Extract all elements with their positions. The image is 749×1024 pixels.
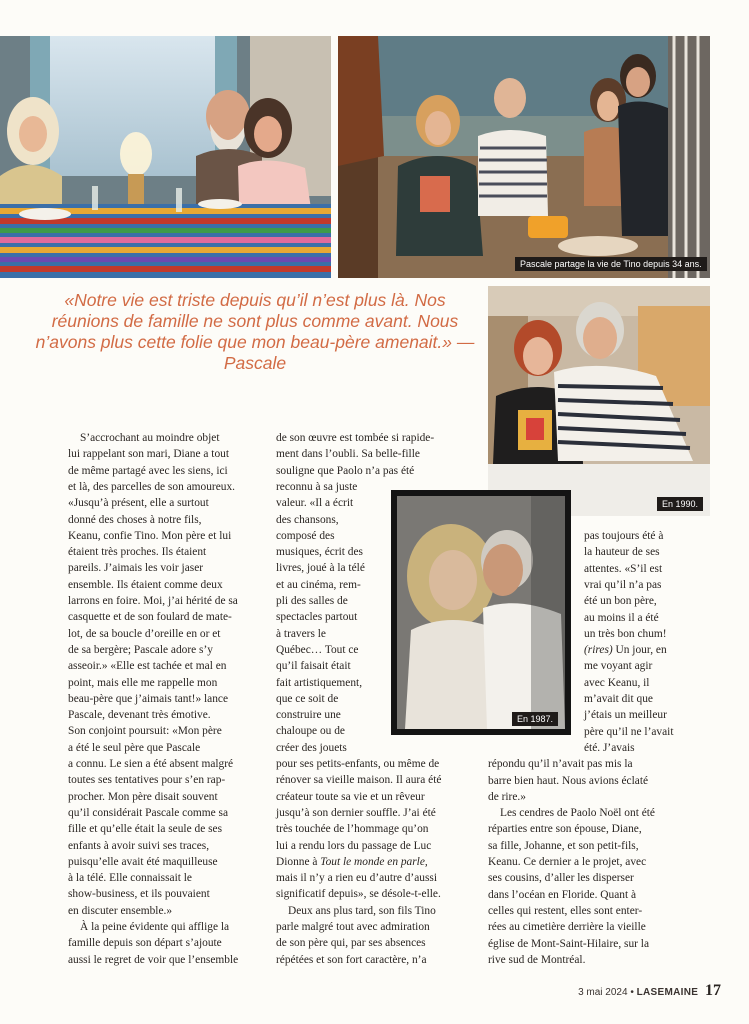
text-line: celles qui restent, elles sont enter- <box>488 904 643 917</box>
text-line: Keanu, confie Tino. Mon père et lui <box>68 529 232 542</box>
text-line: pareils. J’aimais les voir jaser <box>68 562 204 575</box>
tv-show-title: Tout le monde en parle, <box>317 855 428 868</box>
text-line: rive sud de Montréal. <box>488 953 586 966</box>
text-line: livres, joué à la télé <box>276 562 365 575</box>
text-line: lui rappelant son mari, Diane a tout <box>68 448 230 461</box>
text-line: qu’il faisait était <box>276 660 351 673</box>
magazine-name: LASEMAINE <box>636 987 699 998</box>
text-line: S’accrochant au moindre objet <box>80 432 220 444</box>
text-line: «Jusqu’à présent, elle a surtout <box>68 497 209 510</box>
text-line: famille depuis son départ s’ajoute <box>68 937 222 950</box>
text-line: beau-père que j’aimais tant!» lance <box>68 692 229 705</box>
text-line: significatif depuis», se désole-t-elle. <box>276 888 441 901</box>
text-line: créateur toute sa vie et un rêveur <box>276 790 425 803</box>
text-line: pas toujours été à <box>584 530 664 542</box>
text-line: lot, de sa boucle d’oreille en or et <box>68 627 221 640</box>
text-line: valeur. «Il a écrit <box>276 497 354 510</box>
text-line: très touchée de l’hommage qu’on <box>276 823 429 836</box>
text-line: rées au cimetière derrière la vieille <box>488 921 646 934</box>
photo-caption-1987: En 1987. <box>512 712 558 726</box>
text-line: créer des jouets <box>276 741 347 754</box>
text-line: un très bon chum! <box>584 627 667 640</box>
text-line: musiques, écrit des <box>276 546 363 559</box>
text-line: (rires) Un jour, en <box>584 644 667 657</box>
text-line: enfants à avoir suivi ses traces, <box>68 839 210 852</box>
page-number: 17 <box>705 982 721 999</box>
text-line: réparties entre son épouse, Diane, <box>488 823 642 836</box>
text-line: rénover sa vieille maison. Il aura été <box>276 774 442 787</box>
text-line: composé des <box>276 529 335 542</box>
text-line: église de Mont-Saint-Hilaire, sur la <box>488 937 650 950</box>
text-line: en discuter ensemble.» <box>68 904 173 917</box>
text-line: Keanu. Ce dernier a le projet, avec <box>488 856 647 868</box>
couple-1990-art <box>488 286 710 516</box>
text-line: pli des salles de <box>276 595 348 607</box>
text-line: ment dans l’oubli. Sa belle-fille <box>276 448 420 461</box>
photo-caption-pascale: Pascale partage la vie de Tino depuis 34 ans. <box>515 257 707 271</box>
text-line: fait artistiquement, <box>276 676 363 689</box>
text-line: de son œuvre est tombée si rapide- <box>276 432 435 444</box>
text-line: été. J’avais <box>584 741 635 754</box>
text-line: j’étais un meilleur <box>584 709 667 722</box>
footer-bullet: • <box>630 987 634 998</box>
text-line: show-business, et ils pouvaient <box>68 888 210 901</box>
text-line: avec Keanu, il <box>584 676 650 689</box>
text-line: reconnu à sa juste <box>276 480 358 493</box>
text-line: À la peine évidente qui afflige la <box>80 921 230 933</box>
text-line: mais il n’y a rien eu d’autre d’aussi <box>276 872 437 885</box>
photo-caption-1990: En 1990. <box>657 497 703 511</box>
text-line: puisqu’elle avait été maquilleuse <box>68 855 218 868</box>
text-line: de rire.» <box>488 790 526 803</box>
text-line: Pascale, devenant très émotive. <box>68 709 211 722</box>
text-line: point, mais elle me rappelle mon <box>68 676 218 689</box>
text-line: au moins il a été <box>584 611 659 624</box>
text-line: fille et qu’elle était la seule de ses <box>68 823 223 836</box>
text-line: étaient très proches. Ils étaient <box>68 546 207 559</box>
text-line: de son père qui, par ses absences <box>276 937 426 950</box>
text-line: vrai qu’il n’a pas <box>584 578 662 591</box>
photo-couple-1990 <box>488 286 710 516</box>
text-line: parle malgré tout avec admiration <box>276 921 430 933</box>
text-line: de même partagé avec les siens, ici <box>68 464 228 477</box>
text-line: donné des choses à notre fils, <box>68 513 202 526</box>
text-line: que ce soit de <box>276 692 339 705</box>
text-line: asseoir.» «Elle est tachée et mal en <box>68 660 227 673</box>
text-line: répétées et son fort caractère, n’a <box>276 953 427 966</box>
text-line: construire une <box>276 709 341 722</box>
text-line: Dionne à Tout le monde en parle, <box>276 855 428 868</box>
text-line: père qu’il ne l’avait <box>584 725 674 738</box>
text-line: lui a rendu lors du passage de Luc <box>276 839 432 852</box>
text-line: barre bien haut. Nous avions éclaté <box>488 774 649 787</box>
photo-couple-1987 <box>391 490 571 735</box>
text-line: et là, des parcelles de son amoureux. <box>68 480 235 493</box>
text-line: larrons en foire. Moi, j’ai hérité de sa <box>68 595 238 607</box>
text-line: et au cinéma, rem- <box>276 578 361 591</box>
text-line: Son conjoint poursuit: «Mon père <box>68 725 222 738</box>
couple-1987-art <box>391 490 571 735</box>
text-line: chaloupe ou de <box>276 725 345 738</box>
text-line: aussi le regret de voir que l’ensemble <box>68 953 239 966</box>
text-line: qu’il considérait Pascale comme sa <box>68 806 229 819</box>
text-line: des chansons, <box>276 513 339 526</box>
issue-date: 3 mai 2024 <box>578 987 628 998</box>
text-line: jusqu’à son dernier souffle. J’ai été <box>276 806 436 819</box>
text-line: spectacles partout <box>276 611 358 624</box>
text-line: été un bon père, <box>584 595 657 608</box>
text-line: ensemble. Ils étaient comme deux <box>68 578 223 591</box>
text-line: Deux ans plus tard, son fils Tino <box>288 904 436 917</box>
text-line: Les cendres de Paolo Noël ont été <box>500 807 655 820</box>
text-line: Québec… Tout ce <box>276 643 359 656</box>
dinner-photo-art <box>0 36 331 278</box>
text-line: à travers le <box>276 627 326 640</box>
text-line: a connu. Le sien a été absent malgré <box>68 758 234 770</box>
page-footer <box>578 982 721 1000</box>
text-line: me voyant agir <box>584 660 653 673</box>
text-line: la hauteur de ses <box>584 546 660 559</box>
text-line: souligne que Paolo n’a pas été <box>276 464 415 477</box>
text-line: pour ses petits-enfants, ou même de <box>276 758 440 770</box>
text-line: a été le seul père que Pascale <box>68 741 201 754</box>
text-line: toutes ses tentatives pour s’en rap- <box>68 774 226 787</box>
photo-family-dinner <box>0 36 331 278</box>
text-line: m’avait dit que <box>584 693 653 705</box>
text-line: procher. Mon père disait souvent <box>68 790 218 803</box>
photo-boat-family <box>338 36 710 278</box>
pull-quote: «Notre vie est triste depuis qu’il n’est plus là. Nos réunions de famille ne sont plus comme avant. Nous n’avons plus cette folie que mon beau-père amenait.» — Pascale <box>35 290 475 373</box>
text-line: attentes. «S’il est <box>584 562 663 575</box>
text-line: répondu qu’il n’avait pas mis la <box>488 758 633 771</box>
text-line: casquette et de son foulard de mate- <box>68 611 232 624</box>
boat-photo-art <box>338 36 710 278</box>
text-line: de sa bergère; Pascale adore s’y <box>68 643 213 656</box>
text-line: à la télé. Elle connaissait le <box>68 872 192 885</box>
text-line: sa fille, Johanne, et son petit-fils, <box>488 839 639 852</box>
laughs-note: (rires) <box>584 644 616 657</box>
text-line: dans l’océan en Floride. Quant à <box>488 888 637 901</box>
text-line: ses cousins, d’aller les disperser <box>488 872 634 885</box>
